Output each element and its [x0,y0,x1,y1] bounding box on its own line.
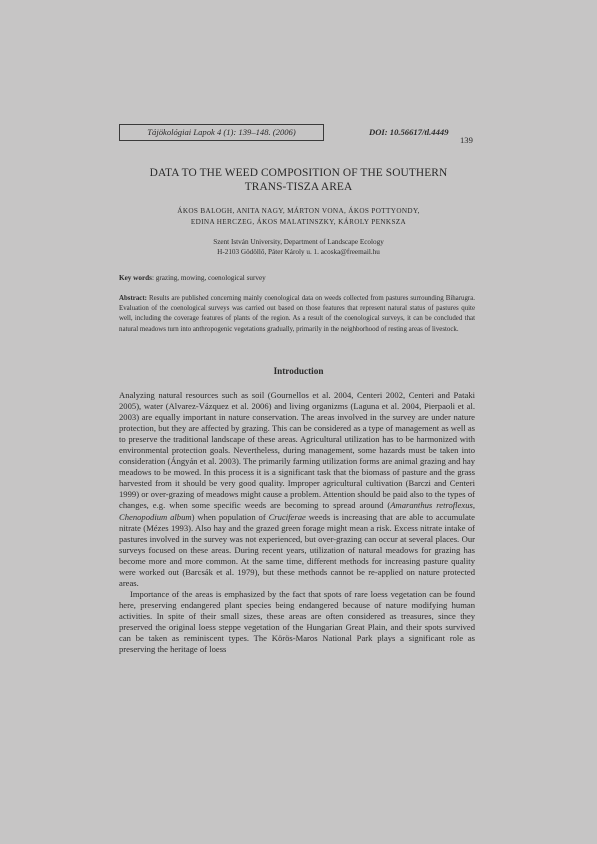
abstract-text: Results are published concerning mainly coenological data on weeds collected from pastures surrounding Biharugra. Evaluation of the coenological surveys was carried out based on those features that represent natural status of pastures quite well, including the coverage features of plants of the region. As a result of the coenological surveys, it can be concluded that natural meadows turn into anthropogenic vegetations gradually, primarily in the neighborhood of resting areas of livestock. [119,295,475,333]
paragraph-2: Importance of the areas is emphasized by the fact that spots of rare loess vegetation can be found here, preserving endangered plant species being endangered because of nature modifying human activities. In spite of their small sizes, these areas are often considered as treasures, since they preserved the original loess steppe vegetation of the Hungarian Great Plain, and their spots survived can be taken as reminiscent types. The Körös-Maros National Park plays a significant role as preserving the heritage of loess [119,588,475,655]
abstract-label: Abstract: [119,295,147,302]
authors-line-1: ÁKOS BALOGH, ANITA NAGY, MÁRTON VONA, ÁKOS POTTYONDY, [177,207,420,215]
affiliation-line-2: H-2103 Gödöllő, Páter Károly u. 1. acoska@freemail.hu [217,248,380,256]
keywords [119,273,474,283]
author-list [110,206,487,228]
affiliation-line-1: Szent István University, Department of Landscape Ecology [213,238,384,246]
title-line-2: TRANS-TISZA AREA [244,181,353,193]
paragraph-1: Analyzing natural resources such as soil (Gournellos et al. 2004, Centeri 2002, Centeri and Pataki 2005), water (Alvarez-Vázquez et al. 2006) and living organizms (Laguna et al. 2004, Pierpaoli et al. 2003) are equally important in nature conservation. The areas involved in the survey are under nature protection, but they are affected by grazing. This can be considered as a type of management as well as to preserve the traditional landscape of these areas. Agricultural utilization has to be harmonized with environmental protection goals. Nevertheless, during management, some hazards must be taken into consideration (Ángyán et al. 2003). The primarily farming utilization forms are animal grazing and hay meadows to be mowed. In this process it is a significant task that the biomass of pasture and the grass harvested from it should be very good quality. Improper agricultural cultivation (Barczi and Centeri 1999) or over-grazing of meadows might cause a problem. Attention should be paid also to the types of changes, e.g. when some specific weeds are becoming to spread around (Amaranthus retroflexus, Chenopodium album) when population of Cruciferae weeds is increasing that are able to accumulate nitrate (Mézes 1993). Also hay and the grazed green forage might mean a risk. Excess nitrate intake of pastures involved in the survey was not experienced, but over-grazing can occur at several places. Our surveys focused on these areas. During recent years, utilization of natural meadows for grazing has become more and more common. At the same time, different methods for increasing pasture quality were worked out (Barcsák et al. 1979), but these methods cannot be re-applied on nature protected areas. [119,390,475,588]
species-name: Cruciferae [268,511,306,522]
keywords-label: Key words [119,274,152,282]
affiliation [110,237,487,257]
section-heading: Introduction [273,366,324,376]
title-line-1: DATA TO THE WEED COMPOSITION OF THE SOUTHERN [149,167,448,179]
body-text [119,390,475,655]
authors-line-2: EDINA HERCZEG, ÁKOS MALATINSZKY, KÁROLY PENKSZA [190,218,407,226]
doi[interactable]: DOI: 10.56617/tl.4449 [369,127,449,137]
species-name: Amaranthus retroflexus, Chenopodium album [119,500,475,522]
page-number: 139 [460,135,473,145]
article-title [110,166,487,194]
journal-citation: Tájökológiai Lapok 4 (1): 139–148. (2006) [119,124,324,141]
abstract [119,294,475,335]
keywords-text: : grazing, mowing, coenological survey [151,274,266,282]
